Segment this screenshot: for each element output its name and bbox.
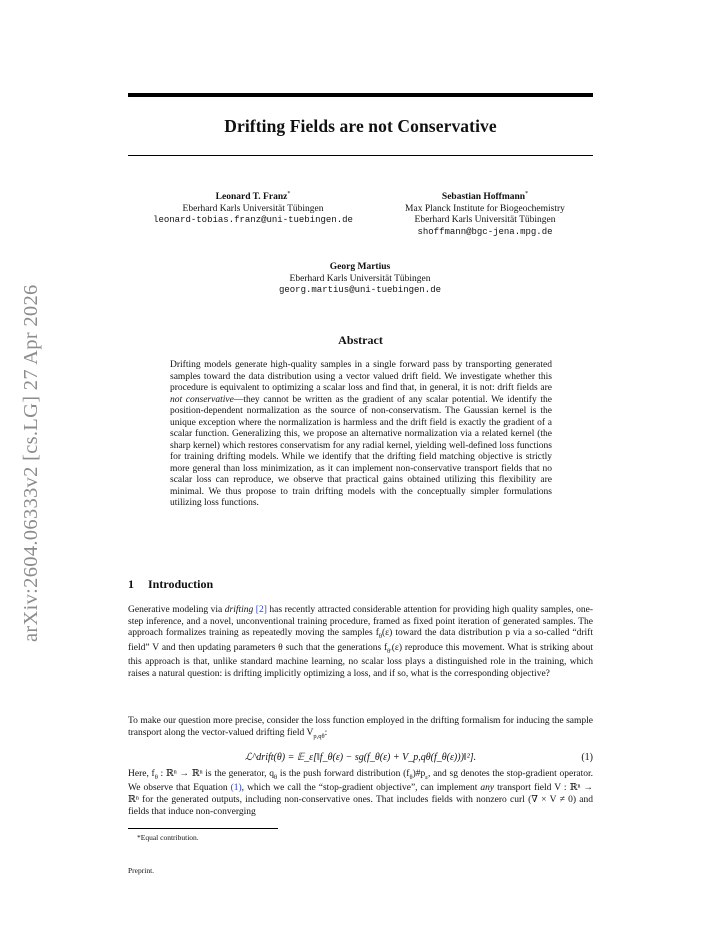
abstract-emphasis: not conservative <box>170 394 234 405</box>
author-email[interactable]: georg.martius@uni-tuebingen.de <box>278 285 442 295</box>
author-mark: * <box>525 191 529 197</box>
arxiv-identifier: arXiv:2604.06333v2 [cs.LG] 27 Apr 2026 <box>20 284 42 642</box>
equation-body: ℒ^drift(θ) = 𝔼_ε[‖f_θ(ε) − sg(f_θ(ε) + V_p,qθ(f_θ(ε)))‖²]. <box>244 752 477 763</box>
section-heading <box>128 577 213 592</box>
preprint-label: Preprint. <box>128 866 155 875</box>
section-number: 1 <box>128 577 134 591</box>
equation-1 <box>128 752 593 766</box>
author-block-3 <box>235 262 485 297</box>
author-affiliation: Eberhard Karls Universität Tübingen <box>182 203 324 214</box>
author-email[interactable]: leonard-tobias.franz@uni-tuebingen.de <box>153 215 353 226</box>
author-block-2 <box>375 189 595 238</box>
intro-paragraph-3: Here, $f_\theta$ : ℝⁿ → ℝⁿ is the generator, $q_\theta$ is the push forward distribution $(f_\theta)\#p_\varepsilon$, and sg denotes the stop-gradient operator. We observe that Equation (1), which we call the “stop-gradient objective”, can implement any transport field V : ℝⁿ → ℝⁿ for the generated outputs, including non-conservative ones. That includes fields with nonzero curl (∇ × V ≠ 0) and fields that induce non-converging <box>128 769 594 817</box>
title-bottom-rule <box>128 155 593 156</box>
author-email[interactable]: shoffmann@bgc-jena.mpg.de <box>417 226 553 237</box>
author-mark: * <box>287 191 291 197</box>
author-affiliation: Eberhard Karls Universität Tübingen <box>289 273 431 284</box>
equation-ref-link[interactable]: (1) <box>230 783 242 794</box>
author-name: Sebastian Hoffmann <box>441 192 526 203</box>
author-block-1 <box>128 189 378 227</box>
intro-paragraph-1: Generative modeling via drifting [2] has recently attracted considerable attention for providing high quality samples, one-step inference, and a novel, unconventional training procedure, framed as fixed point iteration of generated samples. The approach formalizes training as repeatedly moving the samples $f_\theta(\varepsilon)$ toward the data distribution p via a so-called “drift field” V and then updating parameters θ such that the generations $f_{\theta'}(\varepsilon)$ reproduce this movement. What is striking about this approach is that, unlike standard machine learning, no scalar loss plays a distinguished role in the training, which raises a natural question: is drifting implicitly optimizing a loss, and if so, what is the corresponding objective? <box>128 605 594 679</box>
equation-number: (1) <box>581 752 593 763</box>
abstract-body: Drifting models generate high-quality samples in a single forward pass by transporting generated samples toward the data distribution using a vector valued drift field. We investigate whether this procedure is equivalent to optimizing a scalar loss and find that, in general, it is not: drift fields are not conservative—they cannot be written as the gradient of any scalar potential. We identify the position-dependent normalization as the source of non-conservatism. The Gaussian kernel is the unique exception where the normalization is harmless and the drift field is exactly the gradient of a scalar function. Generalizing this, we propose an alternative normalization via a related kernel (the sharp kernel) which restores conservatism for any radial kernel, yielding well-defined loss functions for training drifting models. While we identify that the drifting field matching objective is strictly more general than loss minimization, as it can implement non-conservative transport fields that no scalar loss can reproduce, we observe that practical gains obtained utilizing this flexibility are minimal. We thus propose to train drifting models with the conceptually simpler formulations utilizing loss functions. <box>170 360 552 508</box>
author-name: Leonard T. Franz <box>215 192 288 203</box>
author-affiliation: Max Planck Institute for Biogeochemistry <box>405 203 565 214</box>
section-title: Introduction <box>148 577 214 591</box>
paper-title: Drifting Fields are not Conservative <box>224 116 497 136</box>
title-top-rule <box>128 93 593 97</box>
citation-link[interactable]: [2] <box>255 605 267 615</box>
footnote: *Equal contribution. <box>137 833 199 842</box>
abstract-heading: Abstract <box>338 333 383 347</box>
author-name: Georg Martius <box>329 262 391 272</box>
intro-paragraph-2: To make our question more precise, consider the loss function employed in the drifting formalism for inducing the sample transport along the vector-valued drifting field $V_{p,q\theta}$: <box>128 716 593 740</box>
footnote-rule <box>128 828 278 829</box>
author-affiliation: Eberhard Karls Universität Tübingen <box>414 215 556 226</box>
